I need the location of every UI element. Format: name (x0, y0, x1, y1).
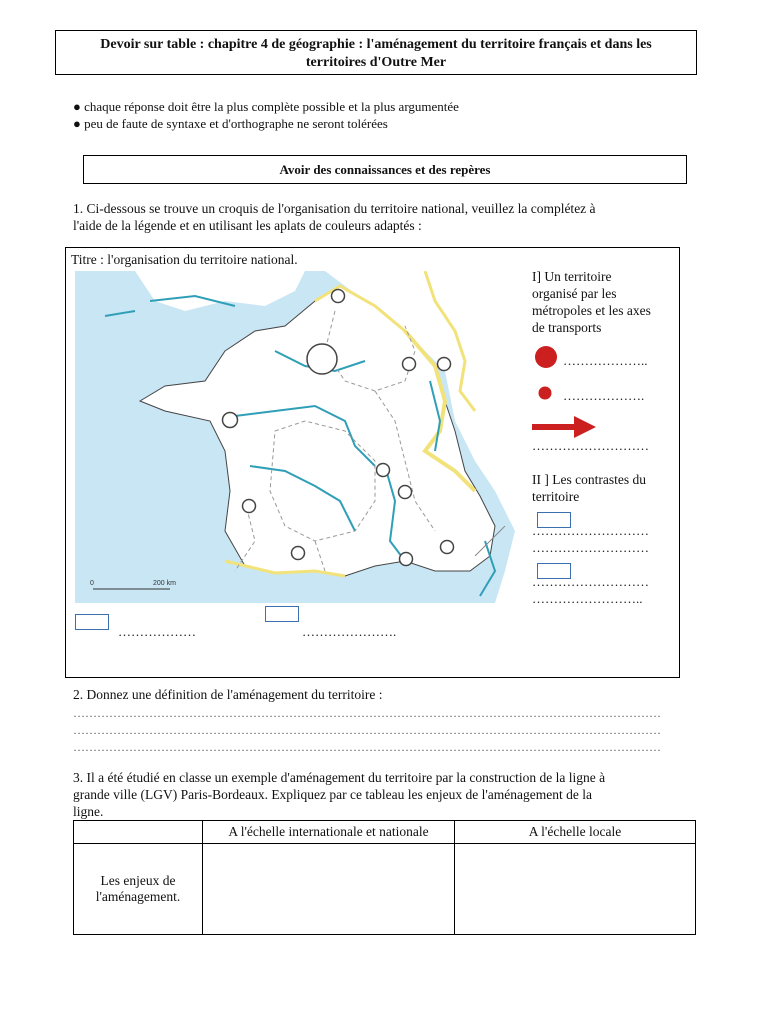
question-2-answer-lines[interactable] (73, 706, 693, 757)
answer-line[interactable]: ………………………………………………………………………………………………………………………………… (73, 723, 661, 737)
rules-list (73, 98, 459, 132)
table-row-label: Les enjeux de l'aménagement. (74, 844, 203, 935)
legend-dots-rect2-a: ……………………… (532, 574, 649, 589)
transport-axis-arrow-icon (532, 414, 598, 440)
legend-color-box-4[interactable] (265, 606, 299, 622)
table-cell-national-answer[interactable] (203, 844, 455, 935)
legend-dots-small: ………………. (563, 388, 645, 403)
question-1-line1: 1. Ci-dessous se trouve un croquis de l'organisation du territoire national, veuillez la complétez à (73, 201, 596, 216)
legend-part2-title: II ] Les contrastes du territoire (532, 472, 646, 504)
bullet-icon: ● (73, 116, 81, 131)
assignment-title-line2: territoires d'Outre Mer (305, 55, 447, 70)
assignment-title-box (55, 30, 697, 75)
question-2: 2. Donnez une définition de l'aménagement du territoire : (73, 687, 383, 702)
legend-dots-rect1-b: ……………………… (532, 540, 649, 555)
rule-item: ● chaque réponse doit être la plus complète possible et la plus argumentée (73, 99, 459, 114)
metropole-big-icon (533, 344, 559, 370)
rule-item: ● peu de faute de syntaxe et d'orthographe ne seront tolérées (73, 116, 388, 131)
table-cell-local-answer[interactable] (455, 844, 696, 935)
answer-line[interactable]: ………………………………………………………………………………………………………………………………… (73, 740, 661, 754)
scale-zero: 0 (90, 580, 94, 587)
question-1-line2: l'aide de la légende et en utilisant les aplats de couleurs adaptés : (73, 218, 422, 233)
legend-dots-rect1-a: ……………………… (532, 523, 649, 538)
legend-dots-big: ……………….. (563, 353, 648, 368)
question-3: 3. Il a été étudié en classe un exemple d'aménagement du territoire par la construction de la ligne à grande ville (LGV) Paris-Bordeaux. Expliquez par ce tableau les enjeux de l'aménagement de la ligne. (73, 770, 606, 819)
table-header-national: A l'échelle internationale et nationale (203, 821, 455, 844)
table-header-empty (74, 821, 203, 844)
legend-dots-rect2-b: …………………….. (532, 591, 643, 606)
legend-dots-arrow: ……………………… (532, 438, 649, 453)
answer-line[interactable]: ………………………………………………………………………………………………………………………………… (73, 706, 661, 720)
map-title: Titre : l'organisation du territoire national. (71, 252, 298, 267)
question-1 (73, 200, 596, 234)
legend-bottom-dots-2: …………………. (302, 624, 397, 639)
table-header-local: A l'échelle locale (455, 821, 696, 844)
section-heading: Avoir des connaissances et des repères (83, 155, 687, 184)
scale-label: 200 km (153, 580, 176, 587)
france-sketch-map (75, 271, 531, 603)
legend-color-box-3[interactable] (75, 614, 109, 630)
assignment-title-line1: Devoir sur table : chapitre 4 de géographie : l'aménagement du territoire français et dans les (100, 37, 652, 52)
bullet-icon: ● (73, 99, 81, 114)
enjeux-table (73, 820, 696, 935)
metropole-small-icon (537, 385, 553, 401)
legend-part1-title: I] Un territoire organisé par les métropoles et les axes de transports (532, 269, 651, 335)
legend-bottom-dots-1: ……………… (118, 624, 196, 639)
